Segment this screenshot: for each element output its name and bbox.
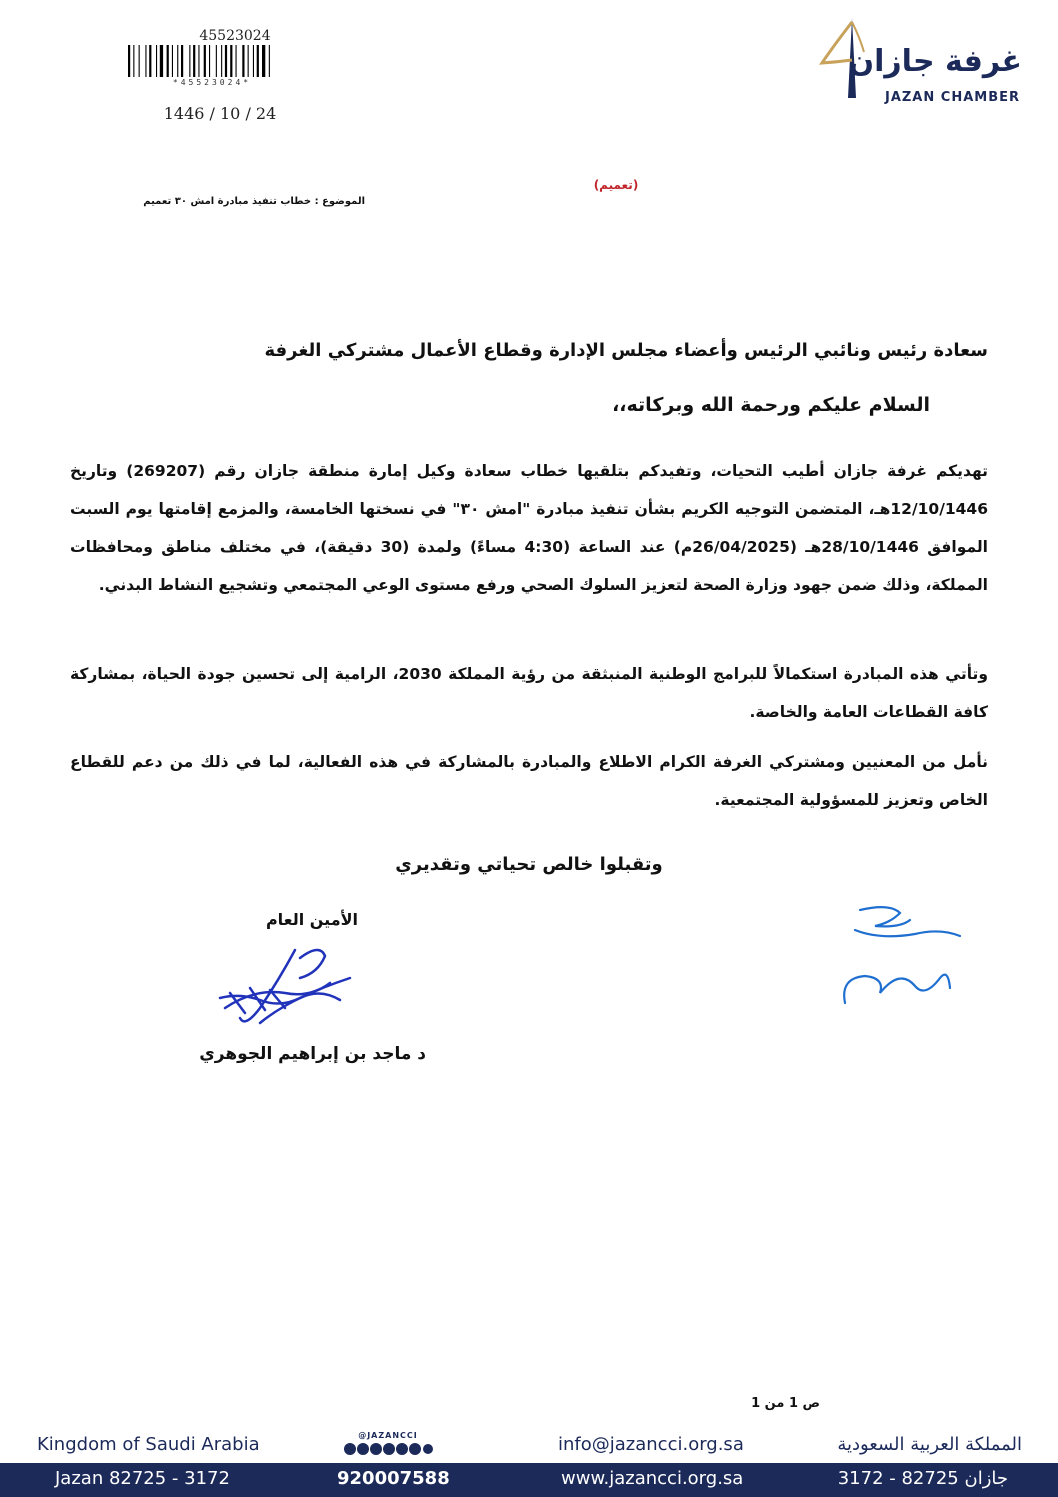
handwritten-initials bbox=[820, 898, 970, 1023]
social-handle[interactable]: @JAZANCCI bbox=[358, 1431, 418, 1440]
closing-line: وتقبلوا خالص تحياتي وتقديري bbox=[395, 854, 663, 875]
footer-phone[interactable]: 920007588 bbox=[337, 1468, 450, 1489]
paragraph-2: وتأتي هذه المبادرة استكمالاً للبرامج الوطنية المنبثقة من رؤية المملكة 2030، الرامية إلى تحسين جودة الحياة، بمشاركة كافة القطاعات العامة والخاصة. bbox=[70, 665, 989, 721]
addressee: سعادة رئيس ونائبي الرئيس وأعضاء مجلس الإدارة وقطاع الأعمال مشتركي الغرفة bbox=[264, 340, 988, 361]
footer-contact-row bbox=[0, 1422, 1058, 1462]
footer-email[interactable]: info@jazancci.org.sa bbox=[558, 1434, 744, 1455]
footer-address-en: Jazan 82725 - 3172 bbox=[55, 1468, 230, 1489]
logo-arabic-text: غرفة جازان bbox=[848, 44, 1022, 79]
footer-country-ar: المملكة العربية السعودية bbox=[837, 1434, 1022, 1455]
barcode-text: *45523024* bbox=[172, 78, 252, 87]
social-media-icons[interactable] bbox=[343, 1442, 433, 1456]
circular-label: (تعميم) bbox=[593, 178, 639, 192]
hijri-date: 1446 / 10 / 24 bbox=[163, 104, 277, 123]
barcode bbox=[128, 45, 296, 77]
footer-country-en: Kingdom of Saudi Arabia bbox=[37, 1434, 260, 1455]
logo-english-text: JAZAN CHAMBER bbox=[884, 90, 1020, 105]
footer-website[interactable]: www.jazancci.org.sa bbox=[561, 1468, 744, 1489]
greeting: السلام عليكم ورحمة الله وبركاته،، bbox=[612, 394, 930, 416]
footer-bar bbox=[0, 1463, 1058, 1497]
signatory-title: الأمين العام bbox=[265, 910, 358, 929]
footer-address-ar: جازان 82725 - 3172 bbox=[837, 1468, 1008, 1489]
signatory-name: د ماجد بن إبراهيم الجوهري bbox=[199, 1044, 426, 1064]
page-number: ص 1 من 1 bbox=[751, 1396, 820, 1411]
subject-line: الموضوع : خطاب تنفيذ مبادرة امش ٣٠ تعميم bbox=[143, 196, 365, 207]
handwritten-signature bbox=[200, 938, 380, 1038]
paragraph-1: تهديكم غرفة جازان أطيب التحيات، وتفيدكم بتلقيها خطاب سعادة وكيل إمارة منطقة جازان رقم (269207) وتاريخ 12/10/1446هـ، المتضمن التوجيه الكريم بشأن تنفيذ مبادرة "امش ٣٠" في نسختها الخامسة، والمزمع إقامتها يوم السبت الموافق 28/10/1446هـ (26/04/2025م) عند الساعة (4:30 مساءً) ولمدة (30 دقيقة)، في مختلف مناطق ومحافظات المملكة، وذلك ضمن جهود وزارة الصحة لتعزيز السلوك الصحي ورفع مستوى الوعي المجتمعي وتشجيع النشاط البدني. bbox=[70, 462, 988, 594]
barcode-number: 45523024 bbox=[199, 28, 271, 44]
paragraph-3: نأمل من المعنيين ومشتركي الغرفة الكرام الاطلاع والمبادرة بالمشاركة في هذه الفعالية، لما في ذلك من دعم للقطاع الخاص وتعزيز للمسؤولية المجتمعية. bbox=[70, 753, 988, 809]
